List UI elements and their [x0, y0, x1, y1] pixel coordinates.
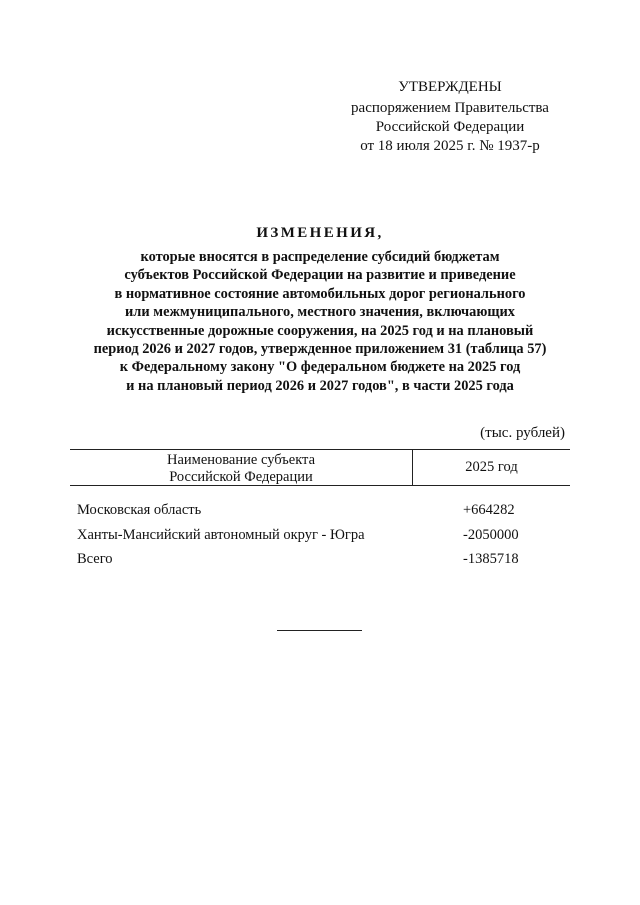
table-row — [77, 527, 577, 552]
region-name: Московская область — [77, 502, 202, 518]
subtitle-line: период 2026 и 2027 годов, утвержденное приложением 31 (таблица 57) — [93, 341, 547, 358]
region-name: Ханты-Мансийский автономный округ - Югра — [77, 526, 365, 543]
approval-line: распоряжением Правительства — [351, 100, 549, 116]
subtitle-line: которые вносятся в распределение субсидий бюджетам — [140, 249, 500, 265]
subtitle-line: субъектов Российской Федерации на развитие и приведение — [124, 267, 516, 284]
region-value: +664282 — [463, 502, 515, 518]
table-row-total — [77, 551, 577, 576]
document-subtitle — [60, 248, 580, 395]
subtitle-line: или межмуниципального, местного значения, включающих — [125, 304, 515, 321]
end-of-document-rule — [277, 630, 362, 631]
approval-stamp — [340, 78, 560, 156]
subtitle-line: к Федеральному закону "О федеральном бюджете на 2025 год — [119, 359, 521, 376]
table-body — [77, 502, 577, 576]
approval-heading: УТВЕРЖДЕНЫ — [398, 79, 502, 95]
document-title: ИЗМЕНЕНИЯ, — [256, 225, 384, 241]
total-value: -1385718 — [463, 551, 519, 567]
column-header-year: 2025 год — [465, 459, 518, 475]
subtitle-line: и на плановый период 2026 и 2027 годов", в части 2025 года — [126, 377, 514, 394]
subtitle-line: искусственные дорожные сооружения, на 2025 год и на плановый — [106, 322, 534, 339]
approval-line: от 18 июля 2025 г. № 1937-р — [360, 138, 540, 154]
table-header — [70, 449, 570, 486]
approval-line: Российской Федерации — [375, 119, 525, 135]
region-value: -2050000 — [463, 526, 519, 543]
units-label: (тыс. рублей) — [480, 425, 565, 441]
subtitle-line: в нормативное состояние автомобильных дорог регионального — [114, 285, 526, 302]
total-label: Всего — [77, 551, 113, 567]
column-header-line: Российской Федерации — [169, 469, 313, 485]
column-header-line: Наименование субъекта — [166, 452, 316, 468]
table-row — [77, 502, 577, 527]
column-header-region — [70, 452, 412, 486]
